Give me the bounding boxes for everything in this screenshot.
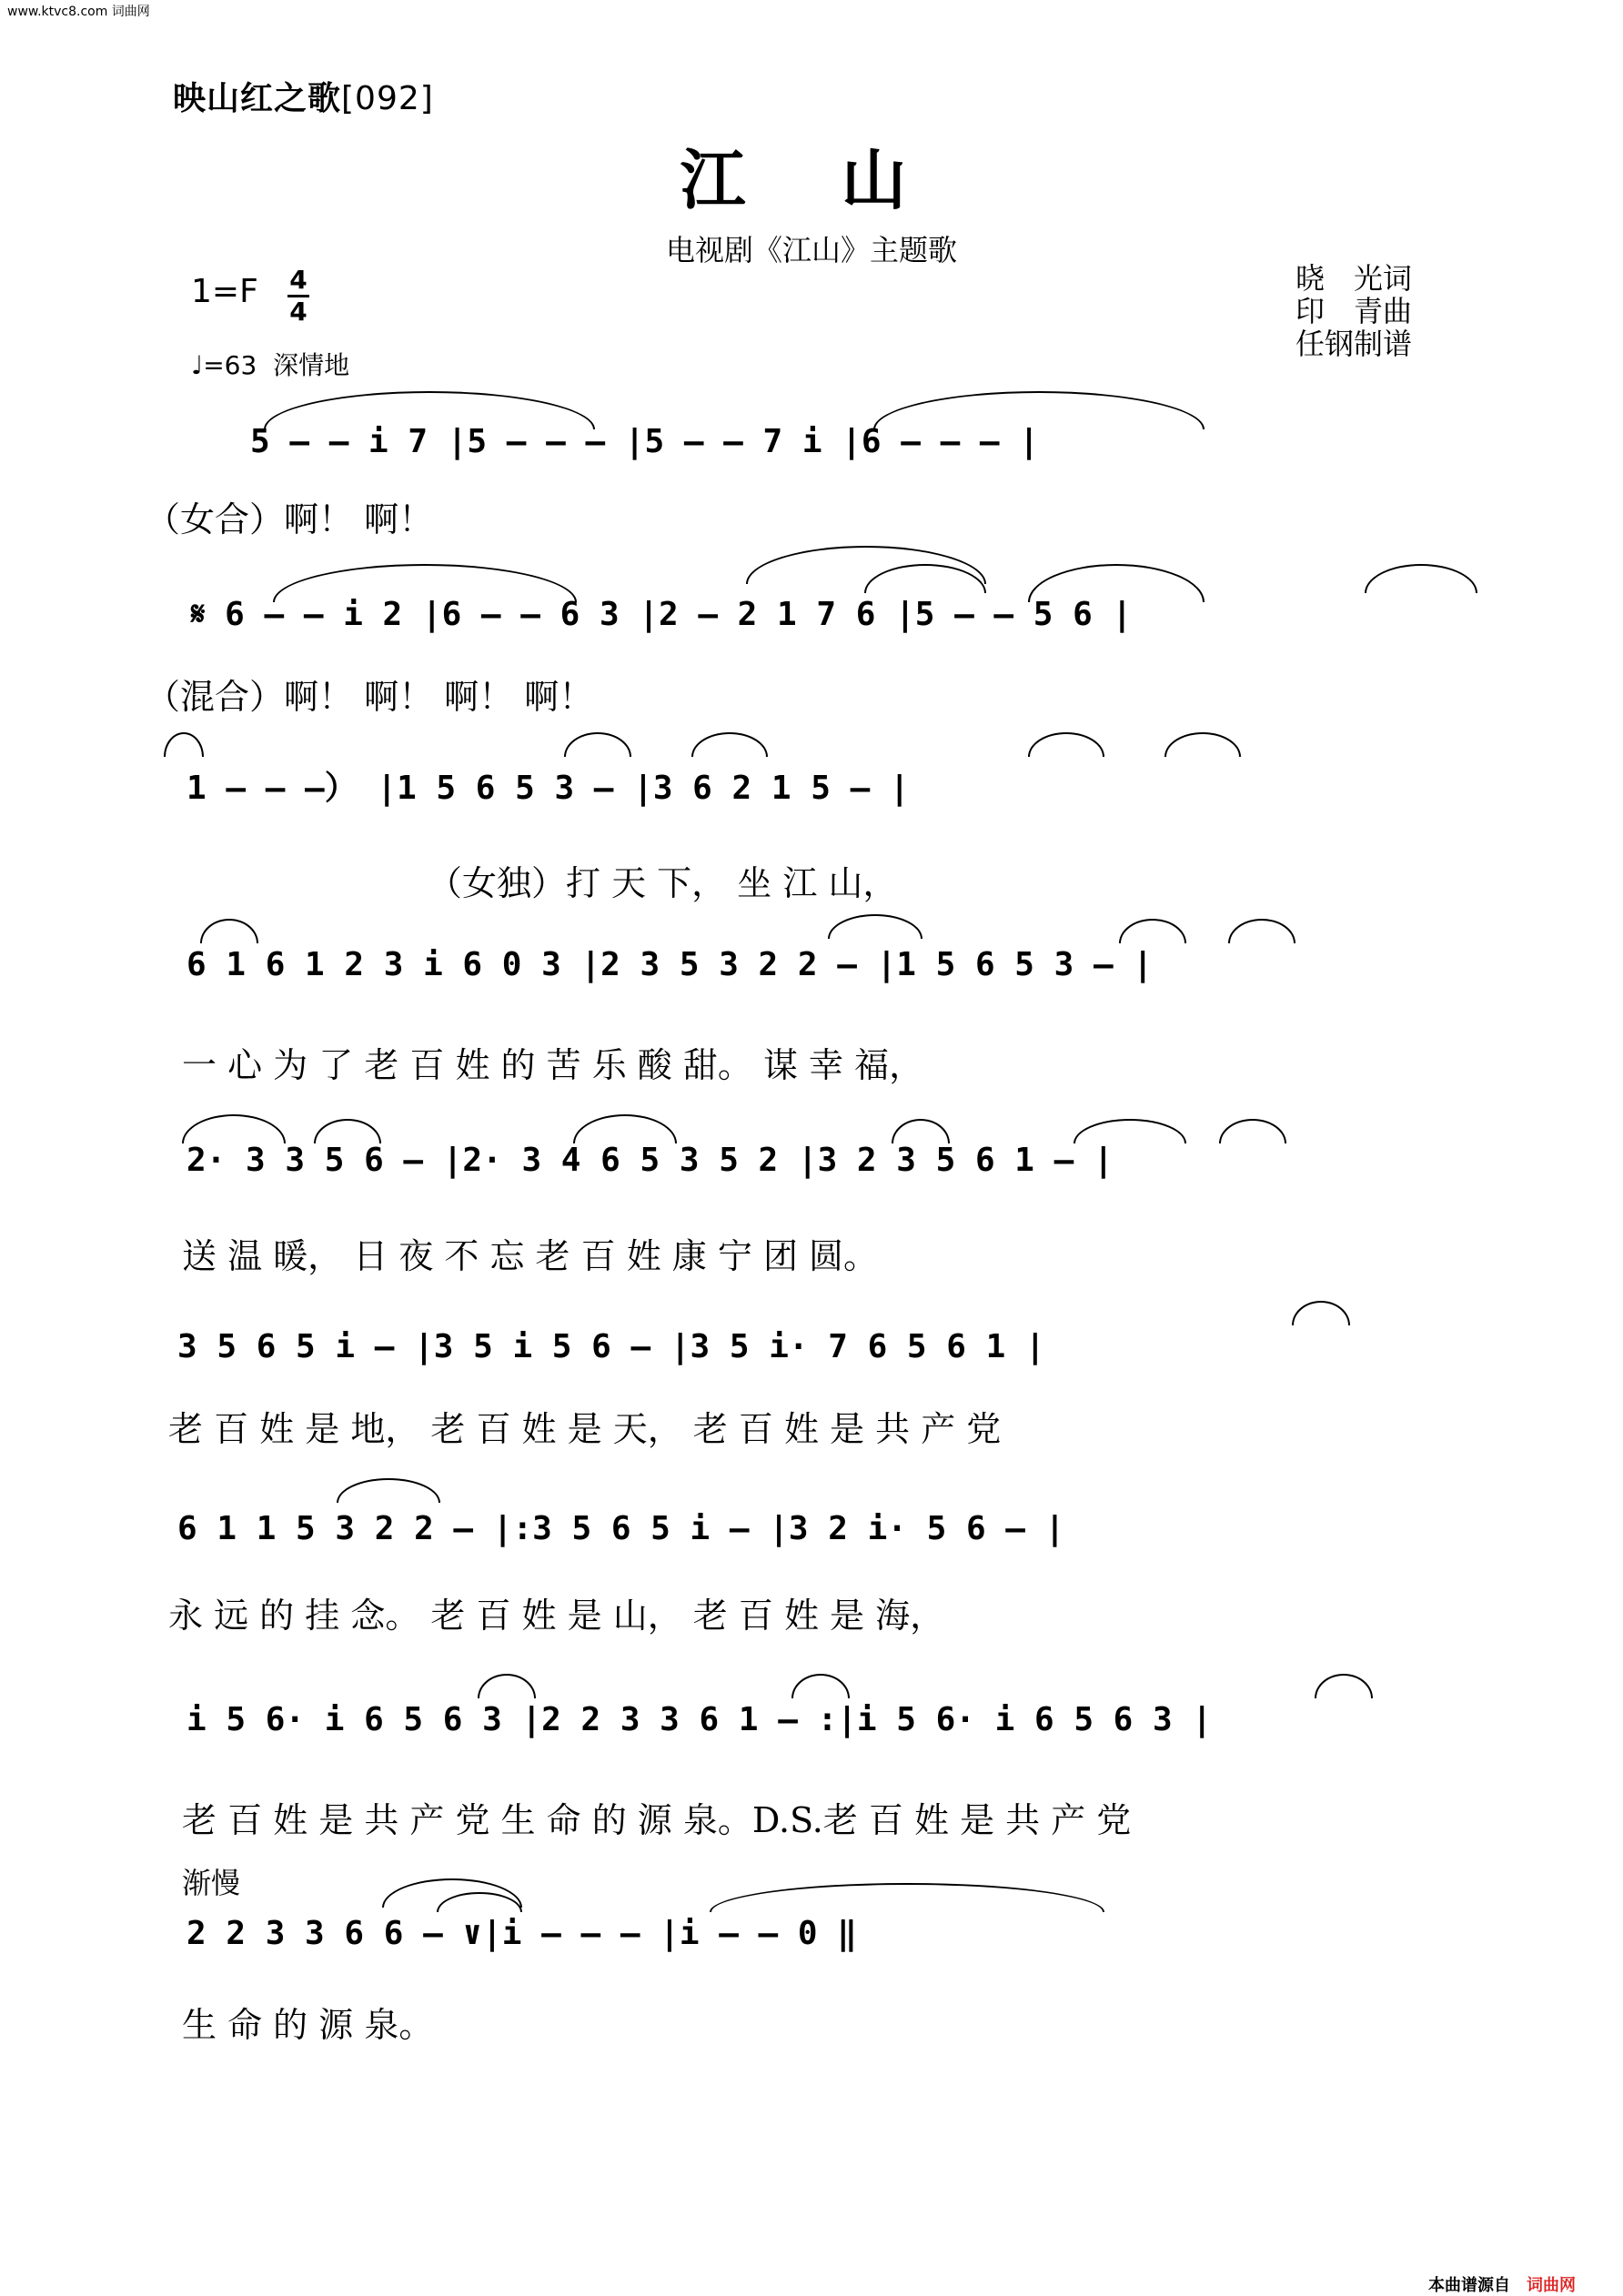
time-signature [287, 267, 309, 325]
tempo-marking [191, 346, 349, 382]
credit-composer: 印 青曲 [1295, 294, 1413, 328]
series-title [173, 73, 434, 119]
lyric-line-5: 送 温 暖， 日 夜 不 忘 老 百 姓 康 宁 团 圆。 [182, 1236, 879, 1276]
header-url: www.ktvc8.com 词曲网 [7, 5, 150, 19]
credits [1295, 262, 1412, 360]
lyric-line-3: （女独）打 天 下， 坐 江 山， [428, 863, 898, 903]
lyric-line-6: 老 百 姓 是 地， 老 百 姓 是 天， 老 百 姓 是 共 产 党 [168, 1409, 1002, 1449]
score-line-2: 𝄋 6 – – i 2 |6 – – 6 3 |2 – 2 1 7 6 |5 – – 5 6 | [191, 596, 1133, 633]
lyric-line-9: 生 命 的 源 泉。 [182, 2005, 434, 2045]
lyric-line-4: 一 心 为 了 老 百 姓 的 苦 乐 酸 甜。 谋 幸 福， [182, 1045, 924, 1085]
song-title: 江 山 [680, 141, 943, 218]
lyric-line-2: （混合）啊！ 啊！ 啊！ 啊！ [146, 677, 594, 717]
score-line-8: i 5 6· i 6 5 6 3 |2 2 3 3 6 1 – :|i 5 6· i 6 5 6 3 | [186, 1701, 1213, 1738]
key-signature: 1=F [191, 273, 258, 310]
time-signature-bottom: 4 [289, 297, 307, 327]
footer-logo: 词曲网 [1527, 2276, 1576, 2295]
lyric-line-7: 永 远 的 挂 念。 老 百 姓 是 山， 老 百 姓 是 海， [168, 1596, 945, 1636]
score-line-3: 1 – – –） |1 5 6 5 3 – |3 6 2 1 5 – | [186, 770, 910, 807]
lyric-line-8: 老 百 姓 是 共 产 党 生 命 的 源 泉。D.S.老 百 姓 是 共 产 党 [182, 1800, 1132, 1840]
score-line-7: 6 1 1 5 3 2 2 – |:3 5 6 5 i – |3 2 i· 5 6 – | [177, 1510, 1065, 1547]
score-line-1: 5 – – i 7 |5 – – – |5 – – 7 i |6 – – – | [250, 423, 1039, 460]
credit-lyricist: 晓 光词 [1295, 261, 1413, 296]
footer [1428, 2272, 1576, 2296]
score-line-4: 6 1 6 1 2 3 i 6 0 3 |2 3 5 3 2 2 – |1 5 6 5 3 – | [186, 946, 1154, 983]
score-line-6: 3 5 6 5 i – |3 5 i 5 6 – |3 5 i· 7 6 5 6 1 | [177, 1328, 1045, 1365]
tempo-change: 渐慢 [182, 1866, 241, 1900]
score-line-9: 2 2 3 3 6 6 – ∨|i – – – |i – – 0 ‖ [186, 1915, 857, 1952]
footer-text: 本曲谱源自 [1428, 2276, 1510, 2295]
series-number: [092] [341, 80, 434, 117]
series-name: 映山红之歌 [173, 80, 342, 117]
credit-transcriber: 任钢制谱 [1295, 327, 1413, 361]
lyric-line-1: （女合）啊！ 啊！ [146, 499, 434, 539]
time-signature-top: 4 [289, 265, 307, 295]
score-line-5: 2· 3 3 5 6 – |2· 3 4 6 5 3 5 2 |3 2 3 5 6 1 – | [186, 1142, 1114, 1179]
song-subtitle: 电视剧《江山》主题歌 [665, 233, 957, 267]
tempo-expression: 深情地 [273, 350, 350, 380]
tempo-mark: ♩=63 [191, 350, 257, 380]
